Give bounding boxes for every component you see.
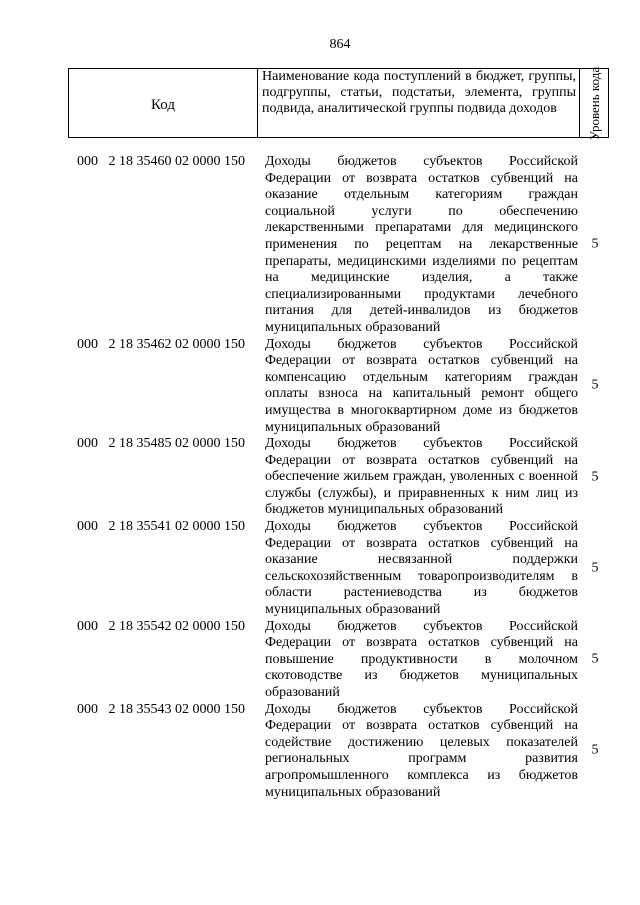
- table-row: [77, 436, 607, 519]
- table-row: [77, 154, 607, 337]
- page-number: 864: [329, 37, 351, 52]
- row-name: Доходы бюджетов субъектов Российской Федерации от возврата остатков субвенций на оказание несвязанной поддержки сельскохозяйственным товаропроизводителям в области растениеводства из бюджетов муниципальных образований: [265, 519, 578, 618]
- table-row: [77, 619, 607, 702]
- row-code: 000 2 18 35462 02 0000 150: [77, 336, 245, 352]
- table-body: [77, 154, 607, 801]
- header-level-label: Уровень кода: [587, 66, 603, 140]
- row-level: 5: [591, 651, 599, 667]
- row-code: 000 2 18 35541 02 0000 150: [77, 519, 245, 535]
- table-row: [77, 702, 607, 802]
- table-row: [77, 337, 607, 437]
- header-code-label: Код: [69, 69, 258, 137]
- row-level: 5: [591, 560, 599, 576]
- row-level: 5: [591, 378, 599, 394]
- row-code: 000 2 18 35460 02 0000 150: [77, 154, 245, 169]
- row-level: 5: [591, 236, 599, 252]
- row-name: Доходы бюджетов субъектов Российской Федерации от возврата остатков субвенций на обеспечение жильем граждан, уволенных с военной службы (службы), и приравненных к ним лиц из бюджетов муниципальных образований: [265, 436, 578, 518]
- row-level: 5: [591, 469, 599, 485]
- header-name-label: Наименование кода поступлений в бюджет, группы, подгруппы, статьи, подстатьи, элемента, группы подвида, аналитической группы подвида доходов: [258, 69, 580, 137]
- row-code: 000 2 18 35485 02 0000 150: [77, 436, 245, 452]
- row-name: Доходы бюджетов субъектов Российской Федерации от возврата остатков субвенций на содействие достижению целевых показателей региональных программ развития агропромышленного комплекса из бюджетов муниципальных образований: [265, 701, 578, 800]
- row-name: Доходы бюджетов субъектов Российской Федерации от возврата остатков субвенций на компенсацию отдельным категориям граждан оплаты взноса на капитальный ремонт общего имущества в многоквартирном доме из бюджетов муниципальных образований: [265, 336, 578, 435]
- table-row: [77, 519, 607, 619]
- row-level: 5: [591, 743, 599, 759]
- row-name: Доходы бюджетов субъектов Российской Федерации от возврата остатков субвенций на оказание отдельным категориям граждан социальной услуги по обеспечению лекарственными препаратами для медицинского применения по рецептам на лекарственные препараты, медицинскими изделиями по рецептам на медицинские изделия, а также специализированными продуктами лечебного питания для детей-инвалидов из бюджетов муниципальных образований: [265, 154, 578, 335]
- row-code: 000 2 18 35543 02 0000 150: [77, 701, 245, 717]
- row-name: Доходы бюджетов субъектов Российской Федерации от возврата остатков субвенций на повышение продуктивности в молочном скотоводстве из бюджетов муниципальных образований: [265, 618, 578, 700]
- header-level-cell: [580, 66, 610, 140]
- row-code: 000 2 18 35542 02 0000 150: [77, 618, 245, 634]
- table-header: [68, 68, 609, 138]
